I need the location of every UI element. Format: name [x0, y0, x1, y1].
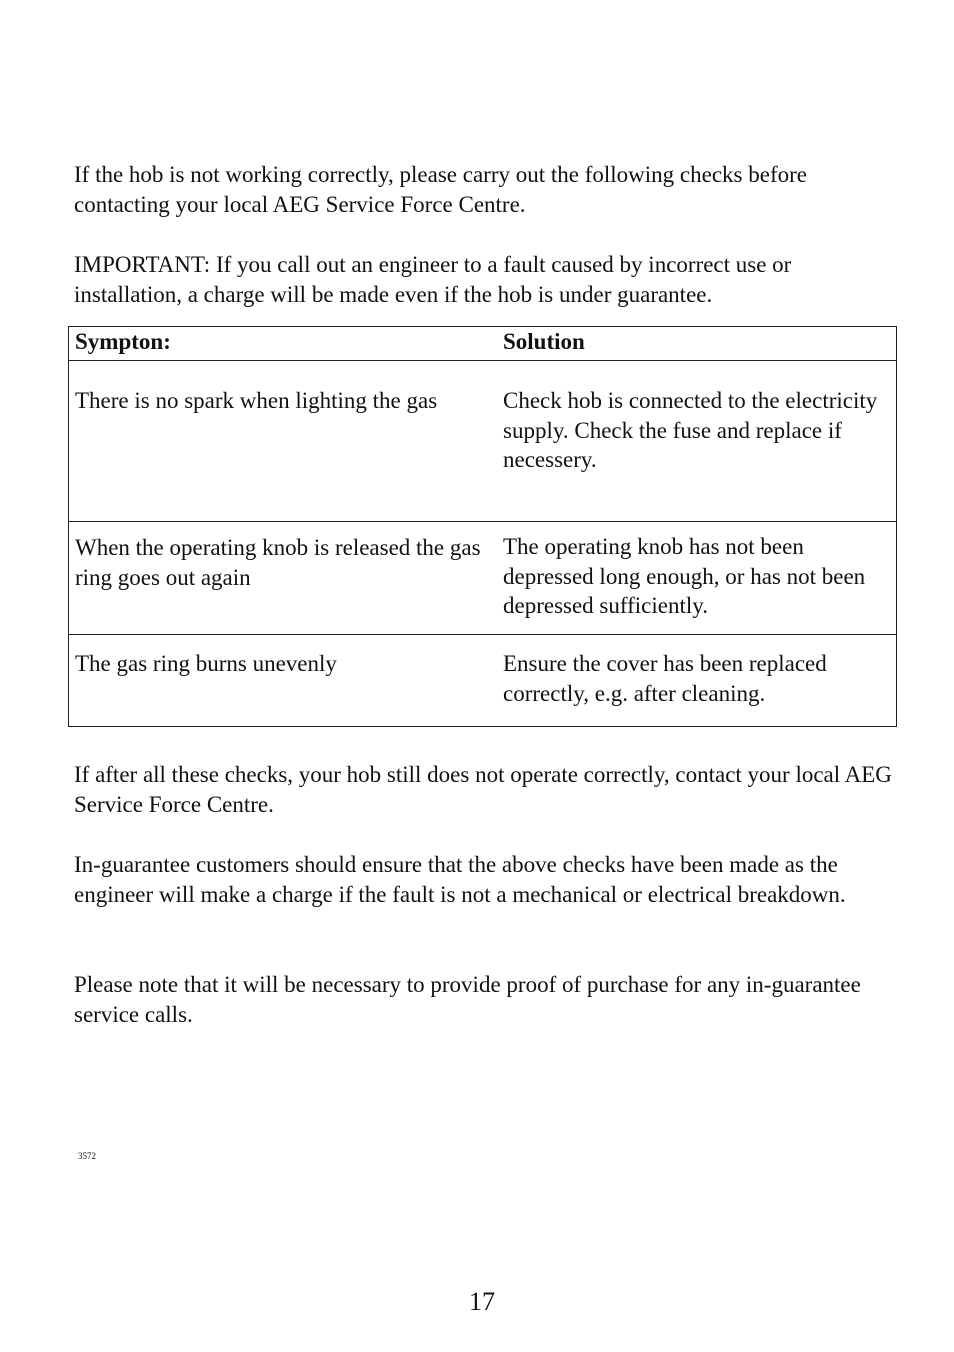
in-guarantee-paragraph: In-guarantee customers should ensure that the above checks have been made as the engineer will make a charge if the fault is not a mechanical or electrical breakdown.: [74, 852, 846, 907]
table-row: [69, 360, 896, 521]
important-notice: IMPORTANT: If you call out an engineer to a fault caused by incorrect use or installation, a charge will be made even if the hob is under guarantee.: [74, 252, 792, 307]
symptom-cell: There is no spark when lighting the gas: [75, 388, 438, 413]
proof-of-purchase-paragraph: Please note that it will be necessary to provide proof of purchase for any in-guarantee service calls.: [74, 972, 861, 1027]
solution-cell: Check hob is connected to the electricity supply. Check the fuse and replace if necessery.: [503, 388, 878, 472]
solution-cell: Ensure the cover has been replaced correctly, e.g. after cleaning.: [503, 651, 827, 706]
document-code: 3572: [78, 1151, 96, 1161]
table-row: [69, 521, 896, 634]
solution-cell: The operating knob has not been depressed long enough, or has not been depressed sufficiently.: [503, 534, 866, 618]
symptom-header: Sympton:: [75, 329, 171, 354]
solution-header: Solution: [503, 329, 585, 354]
symptom-cell: The gas ring burns unevenly: [75, 651, 337, 676]
table-header-row: [69, 327, 896, 360]
after-checks-paragraph: If after all these checks, your hob still does not operate correctly, contact your local AEG Service Force Centre.: [74, 762, 892, 817]
troubleshooting-table: [68, 326, 897, 727]
table-row: [69, 634, 896, 726]
symptom-cell: When the operating knob is released the gas ring goes out again: [75, 535, 481, 590]
intro-paragraph: If the hob is not working correctly, please carry out the following checks before contacting your local AEG Service Force Centre.: [74, 162, 807, 217]
page-number: 17: [469, 1287, 495, 1316]
